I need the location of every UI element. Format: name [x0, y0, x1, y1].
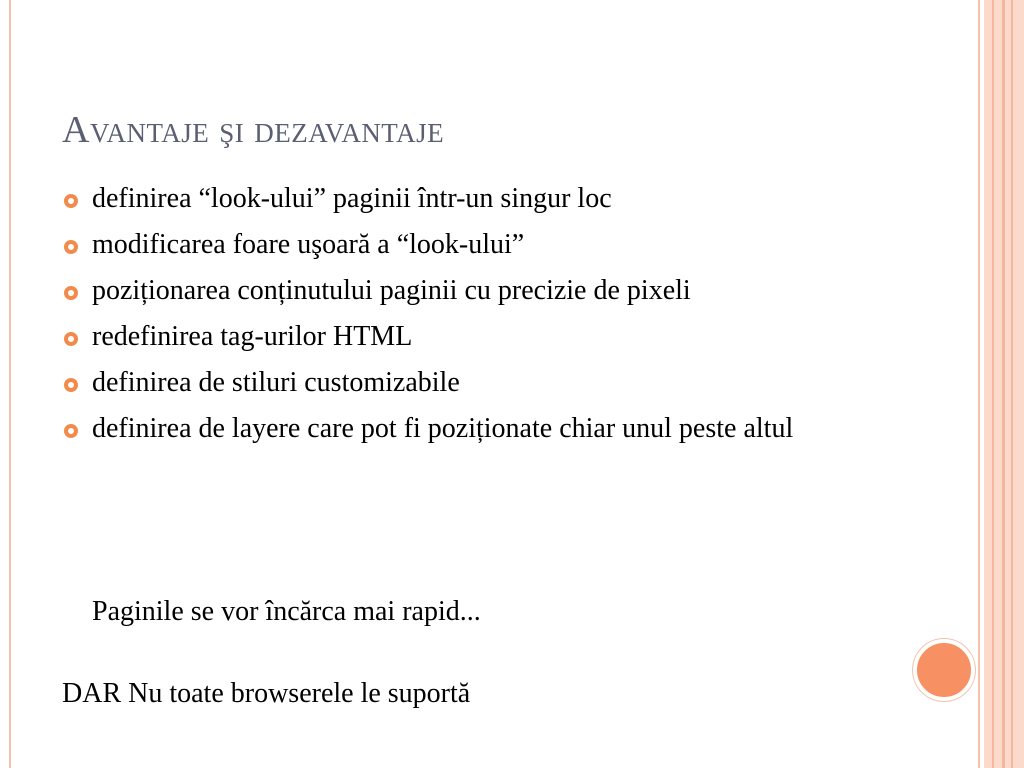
right-border-stripe: [984, 0, 1024, 768]
orange-circle-icon: [913, 639, 975, 701]
bullet-text: redefinirea tag-urilor HTML: [92, 321, 413, 352]
footer-text: DAR Nu toate browserele le suportă: [62, 678, 471, 709]
note-text: Paginile se vor încărca mai rapid...: [92, 596, 481, 627]
bullet-item: [62, 414, 862, 444]
bullet-item: [62, 230, 862, 260]
bullet-item: [62, 322, 862, 352]
right-border-line: [978, 0, 980, 768]
ring-bullet-icon: [64, 378, 78, 392]
bullet-text: definirea de layere care pot fi poziționate chiar unul peste altul: [92, 413, 794, 444]
left-border-line: [9, 0, 11, 768]
bullet-text: poziționarea conținutului paginii cu precizie de pixeli: [92, 275, 691, 306]
bullet-text: definirea de stiluri customizabile: [92, 367, 460, 398]
bullet-item: [62, 368, 862, 398]
right-border-line-inner: [1011, 0, 1013, 768]
ring-bullet-icon: [64, 240, 78, 254]
ring-bullet-icon: [64, 286, 78, 300]
bullet-list: [62, 184, 862, 460]
bullet-item: [62, 276, 862, 306]
bullet-item: [62, 184, 862, 214]
ring-bullet-icon: [64, 332, 78, 346]
bullet-text: definirea “look-ului” paginii într-un singur loc: [92, 183, 612, 214]
ring-bullet-icon: [64, 424, 78, 438]
bullet-text: modificarea foare uşoară a “look-ului”: [92, 229, 525, 260]
slide-title: Avantaje şi dezavantaje: [62, 109, 445, 151]
ring-bullet-icon: [64, 194, 78, 208]
